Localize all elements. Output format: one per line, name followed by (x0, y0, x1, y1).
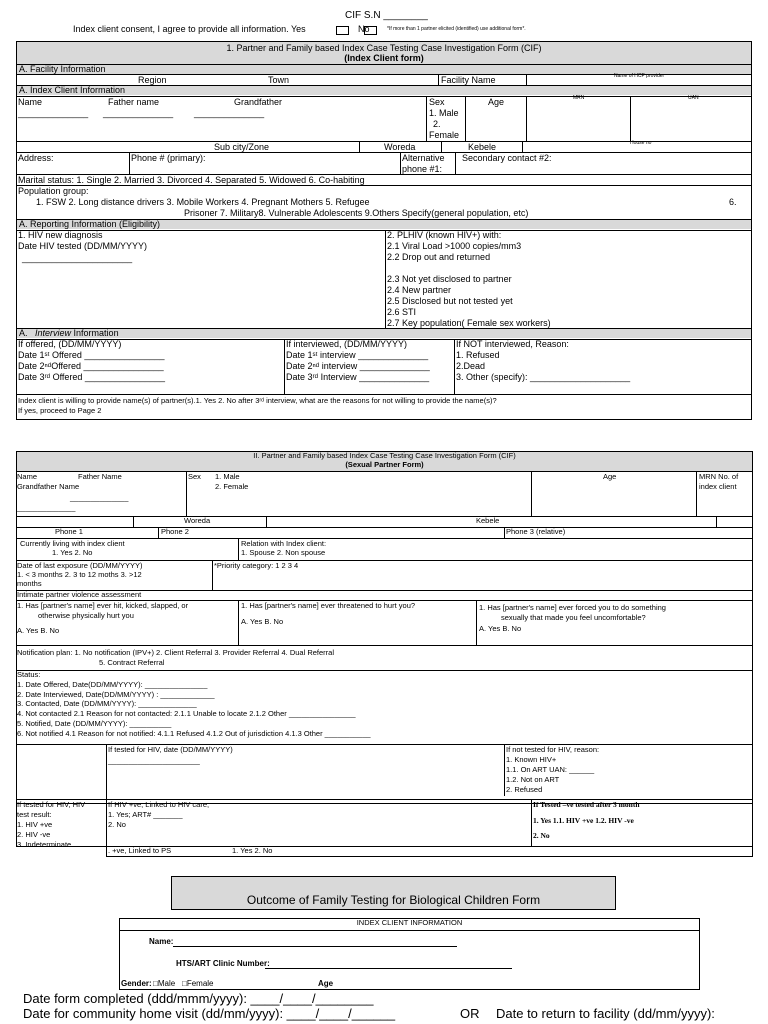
linked-to-ps-options[interactable]: 1. Yes 2. No (232, 846, 273, 855)
if-offered-label: If offered, (DD/MM/YYYY) (18, 339, 122, 349)
section-facility-info: A. Facility Information (19, 64, 106, 74)
ipv-q1-cont: otherwise physically hurt you (38, 611, 134, 620)
ipv-q3-options[interactable]: A. Yes B. No (479, 624, 522, 633)
hts-art-number-label: HTS/ART Clinic Number: (176, 959, 270, 968)
last-exposure-options-2: months (17, 579, 42, 588)
test-result-indeterminate[interactable]: 3. Indeterminate (17, 840, 72, 849)
gender-female-option[interactable]: □Female (182, 979, 214, 988)
gender-label: Gender: (121, 979, 152, 988)
phone-1-label: Phone 1 (55, 527, 83, 536)
linked-hiv-care-yes[interactable]: 1. Yes; ART# _______ (108, 810, 183, 819)
partner-grandfather-label: Grandfather Name (17, 482, 80, 491)
name-label: Name (18, 97, 43, 107)
date-1st-offered[interactable]: Date 1ˢᵗ Offered ________________ (18, 350, 165, 360)
sex-label: Sex (429, 97, 445, 107)
partner-kebele-label: Kebele (476, 516, 500, 525)
mrn-index-client-label-1: MRN No. of (699, 472, 739, 481)
not-interviewed-other[interactable]: 3. Other (specify): ____________________ (456, 372, 631, 382)
not-interviewed-label: If NOT interviewed, Reason: (456, 339, 569, 349)
partner-sex-male[interactable]: 1. Male (215, 472, 240, 481)
consent-note: *If more than 1 partner elicited (identified) use additional form*. (387, 26, 526, 32)
town-label: Town (268, 75, 290, 85)
grandfather-label: Grandfather (234, 97, 283, 107)
status-4[interactable]: 4. Not contacted 2.1 Reason for not contacted: 2.1.1 Unable to locate 2.1.2 Other ________________ (17, 709, 356, 718)
secondary-contact-label: Secondary contact #2: (462, 153, 552, 163)
alt-phone-label-1: Alternative (402, 153, 445, 163)
population-group-label: Population group: (18, 186, 89, 196)
population-group-options-2[interactable]: Prisoner 7. Military8. Vulnerable Adolescents 9.Others Specify(general population, etc) (184, 208, 529, 218)
partner-name-line-2[interactable]: ______________ (17, 503, 76, 512)
subcity-zone-label: Sub city/Zone (214, 142, 270, 152)
not-tested-refused[interactable]: 2. Refused (506, 785, 543, 794)
population-group-options-1[interactable]: 1. FSW 2. Long distance drivers 3. Mobile Workers 4. Pregnant Mothers 5. Refugee (36, 197, 370, 207)
index-client-info-header: INDEX CLIENT INFORMATION (356, 918, 463, 927)
sex-option-female-number: 2. (433, 119, 441, 129)
form-subtitle: (Index Client form) (344, 53, 424, 63)
section-index-client-info: A. Index Client Information (19, 85, 126, 95)
partner-sex-female[interactable]: 2. Female (215, 482, 249, 491)
gender-male-option[interactable]: □Male (153, 979, 176, 988)
plhiv-2-6[interactable]: 2.6 STI (387, 307, 417, 317)
not-tested-reason-label: If not tested for HIV, reason: (506, 745, 600, 754)
hiv-new-diagnosis-option[interactable]: 1. HIV new diagnosis (18, 230, 103, 240)
region-label: Region (138, 75, 167, 85)
plhiv-2-1[interactable]: 2.1 Viral Load >1000 copies/mm3 (387, 241, 522, 251)
notification-plan[interactable]: Notification plan: 1. No notification (IPV+) 2. Client Referral 3. Provider Referral 4. Dual Referral (17, 648, 335, 657)
primary-phone-label: Phone # (primary): (131, 153, 206, 163)
ipv-q3-cont: sexually that made you feel uncomfortable? (501, 613, 646, 622)
date-2nd-interview[interactable]: Date 2ⁿᵈ interview ______________ (286, 361, 430, 371)
status-6[interactable]: 6. Not notified 4.1 Reason for not notified: 4.1.1 Refused 4.1.2 Out of jurisdiction 4.1.3 Other ___________ (17, 729, 371, 738)
or-separator: OR (460, 1006, 480, 1021)
consent-statement: Index client consent, I agree to provide all information. Yes (73, 24, 306, 34)
partner-woreda-label: Woreda (184, 516, 211, 525)
section-reporting-info: A. Reporting Information (Eligibility) (19, 219, 161, 229)
tested-hiv-date-label: If tested for HIV, date (DD/MM/YYYY) (108, 745, 233, 754)
alt-phone-label-2: phone #1: (402, 164, 443, 174)
retest-no[interactable]: 2. No (533, 831, 550, 840)
plhiv-option[interactable]: 2. PLHIV (known HIV+) with: (387, 230, 502, 240)
plhiv-2-2[interactable]: 2.2 Drop out and returned (387, 252, 491, 262)
linked-to-ps-label: . +ve, Linked to PS (108, 846, 172, 855)
test-result-positive[interactable]: 1. HIV +ve (17, 820, 53, 829)
date-hiv-tested-label: Date HIV tested (DD/MM/YYYY) (18, 241, 148, 251)
mrn-label: MRN (573, 95, 585, 101)
plhiv-2-4[interactable]: 2.4 New partner (387, 285, 452, 295)
ipv-assessment-label: Intimate partner violence assessment (17, 590, 142, 599)
plhiv-2-5[interactable]: 2.5 Disclosed but not tested yet (387, 296, 513, 306)
phone-2-label: Phone 2 (161, 527, 189, 536)
retest-label: If Tested –ve tested after 3 month (533, 800, 640, 809)
consent-no-label: No (358, 24, 370, 34)
grandfather-field[interactable]: ______________ (194, 108, 265, 118)
status-3[interactable]: 3. Contacted, Date (DD/MM/YYYY): ______________ (17, 699, 197, 708)
hcp-provider-label: Name of HCP provider (614, 73, 665, 79)
ipv-q2-options[interactable]: A. Yes B. No (241, 617, 284, 626)
date-form-completed[interactable]: Date form completed (ddd/mmm/yyyy): ____/____/________ (23, 991, 374, 1006)
test-result-label-2: test result: (17, 810, 52, 819)
date-community-home-visit[interactable]: Date for community home visit (dd/mm/yyyy): ____/____/______ (23, 1006, 396, 1021)
tested-hiv-date-field[interactable]: ______________________ (108, 756, 200, 765)
father-name-field[interactable]: ______________ (103, 108, 174, 118)
children-form-title: Outcome of Family Testing for Biological Children Form (246, 893, 541, 907)
child-form-name-line[interactable] (173, 946, 457, 947)
relation-label: Relation with Index client: (241, 539, 327, 548)
priority-category[interactable]: *Priority category: 1 2 3 4 (214, 561, 299, 570)
not-tested-on-art[interactable]: 1.1. On ART UAN: ______ (506, 765, 595, 774)
status-label: Status: (17, 670, 41, 679)
not-interviewed-refused[interactable]: 1. Refused (456, 350, 500, 360)
notification-plan-contract[interactable]: 5. Contract Referral (99, 658, 165, 667)
partner-form-subtitle: (Sexual Partner Form) (345, 460, 424, 469)
last-exposure-options[interactable]: 1. < 3 months 2. 3 to 12 moths 3. >12 (17, 570, 142, 579)
date-hiv-tested-field[interactable]: ______________________ (22, 253, 133, 263)
consent-yes-checkbox[interactable] (336, 26, 349, 35)
partner-father-name-label: Father Name (78, 472, 122, 481)
partner-name-line-1[interactable]: ______________ (70, 493, 129, 502)
father-name-label: Father name (108, 97, 160, 107)
not-interviewed-dead[interactable]: 2.Dead (456, 361, 486, 371)
partner-name-label: Name (17, 472, 38, 481)
population-group-option-6-number: 6. (729, 197, 737, 207)
form-title: 1. Partner and Family based Index Case Testing Case Investigation Form (CIF) (226, 43, 542, 53)
date-2nd-offered[interactable]: Date 2ⁿᵈOffered ________________ (18, 361, 164, 371)
child-form-age-label: Age (318, 979, 334, 988)
relation-options[interactable]: 1. Spouse 2. Non spouse (241, 548, 326, 557)
living-with-index-label: Currently living with index client (20, 539, 125, 548)
partner-sex-label: Sex (188, 472, 201, 481)
test-result-negative[interactable]: 2. HIV -ve (17, 830, 51, 839)
uan-label: UAN (688, 95, 699, 101)
name-field[interactable]: ______________ (18, 108, 89, 118)
retest-yes[interactable]: 1. Yes 1.1. HIV +ve 1.2. HIV -ve (533, 816, 634, 825)
plhiv-2-3[interactable]: 2.3 Not yet disclosed to partner (387, 274, 512, 284)
partner-form-title: II. Partner and Family based Index Case Testing Case Investigation Form (CIF) (253, 451, 516, 460)
hts-art-number-line[interactable] (265, 968, 512, 969)
status-5[interactable]: 5. Notified, Date (DD/MM/YYYY): __________ (17, 719, 172, 728)
sex-option-female[interactable]: Female (429, 130, 460, 140)
linked-hiv-care-no[interactable]: 2. No (108, 820, 126, 829)
consent-no-checkbox[interactable] (364, 26, 377, 35)
status-1[interactable]: 1. Date Offered, Date(DD/MM/YYYY): _______________ (17, 680, 208, 689)
kebele-label: Kebele (468, 142, 497, 152)
phone-3-label: Phone 3 (relative) (506, 527, 566, 536)
status-2[interactable]: 2. Date Interviewed, Date(DD/MM/YYYY) : _____________ (17, 690, 215, 699)
woreda-label: Woreda (384, 142, 416, 152)
plhiv-2-7[interactable]: 2.7 Key population( Female sex workers) (387, 318, 551, 328)
cif-serial-number[interactable]: CIF S.N ________ (345, 10, 428, 21)
ipv-q2: 1. Has [partner's name] ever threatened to hurt you? (241, 601, 416, 610)
mrn-index-client-label-2: index client (699, 482, 737, 491)
facility-name-label: Facility Name (441, 75, 496, 85)
ipv-q3: 1. Has [partner's name] ever forced you to do something (479, 603, 666, 612)
address-label: Address: (18, 153, 54, 163)
proceed-note: If yes, proceed to Page 2 (18, 406, 102, 415)
willing-to-provide-names[interactable]: Index client is willing to provide name(s) of partner(s).1. Yes 2. No after 3ʳᵈ interview, what are the reasons for not willing to provide the name(s)? (18, 396, 497, 405)
partner-age-label: Age (603, 472, 617, 481)
date-1st-interview[interactable]: Date 1ˢᵗ interview ______________ (286, 350, 429, 360)
if-interviewed-label: If interviewed, (DD/MM/YYYY) (286, 339, 408, 349)
date-3rd-interview[interactable]: Date 3ʳᵈ Interview ______________ (286, 372, 430, 382)
living-with-index-options[interactable]: 1. Yes 2. No (52, 548, 93, 557)
section-interview-info: A. Interview Information (19, 328, 119, 338)
date-return-facility[interactable]: Date to return to facility (dd/mm/yyyy): (496, 1006, 715, 1021)
marital-status-row[interactable]: Marital status: 1. Single 2. Married 3. Divorced 4. Separated 5. Widowed 6. Co-habiting (18, 175, 365, 185)
child-form-name-label: Name: (149, 937, 174, 946)
not-tested-known-hiv[interactable]: 1. Known HIV+ (506, 755, 557, 764)
house-number-label: House no (630, 140, 652, 146)
last-exposure-label: Date of last exposure (DD/MM/YYYY) (17, 561, 143, 570)
date-3rd-offered[interactable]: Date 3ʳᵈ Offered ________________ (18, 372, 166, 382)
age-label: Age (488, 97, 505, 107)
ipv-q1: 1. Has [partner's name] ever hit, kicked, slapped, or (17, 601, 189, 610)
sex-option-male[interactable]: 1. Male (429, 108, 459, 118)
ipv-q1-options[interactable]: A. Yes B. No (17, 626, 60, 635)
not-tested-not-on-art[interactable]: 1.2. Not on ART (506, 775, 560, 784)
linked-hiv-care-label: If HIV +ve, Linked to HIV care, (108, 800, 210, 809)
test-result-label: If tested for HIV, HIV (17, 800, 86, 809)
